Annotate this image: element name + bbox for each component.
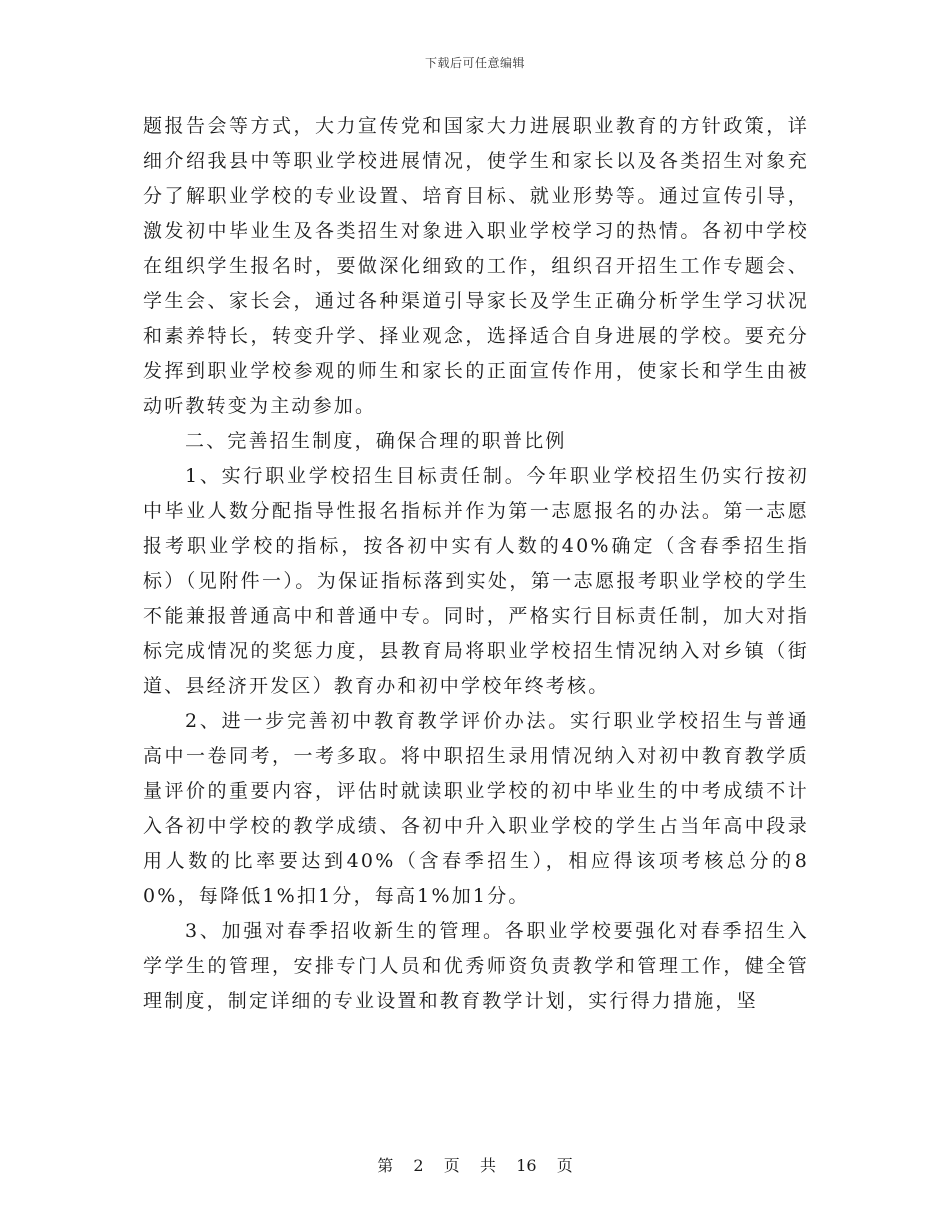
page-footer [0,1153,950,1176]
document-body [143,109,809,1019]
paragraph-item-2: 2、进一步完善初中教育教学评价办法。实行职业学校招生与普通高中一卷同考，一考多取。将中职招生录用情况纳入对初中教育教学质量评价的重要内容，评估时就读职业学校的初中毕业生的中考成绩不计入各初中学校的教学成绩、各初中升入职业学校的学生占当年高中段录用人数的比率要达到40%（含春季招生），相应得该项考核总分的80%，每降低1%扣1分，每高1%加1分。 [143,710,809,907]
paragraph-item-1: 1、实行职业学校招生目标责任制。今年职业学校招生仍实行按初中毕业人数分配指导性报名指标并作为第一志愿报名的办法。第一志愿报考职业学校的指标，按各初中实有人数的40%确定（含春季招生指标）（见附件一）。为保证指标落到实处，第一志愿报考职业学校的学生不能兼报普通高中和普通中专。同时，严格实行目标责任制，加大对指标完成情况的奖惩力度，县教育局将职业学校招生情况纳入对乡镇（街道、县经济开发区）教育办和初中学校年终考核。 [143,465,809,697]
page-number: 2 [413,1156,424,1175]
footer-prefix: 第 [377,1156,394,1175]
section-heading: 二、完善招生制度，确保合理的职普比例 [185,430,567,452]
paragraph-item-3: 3、加强对春季招收新生的管理。各职业学校要强化对春季招生入学学生的管理，安排专门人员和优秀师资负责教学和管理工作，健全管理制度，制定详细的专业设置和教育教学计划，实行得力措施，坚 [143,920,809,1012]
footer-total-prefix: 共 [480,1156,497,1175]
page-header: 下载后可任意编辑 [424,56,525,70]
footer-suffix: 页 [556,1156,573,1175]
total-pages: 16 [516,1156,537,1175]
footer-page-word: 页 [443,1156,460,1175]
paragraph-continuation: 题报告会等方式，大力宣传党和国家大力进展职业教育的方针政策，详细介绍我县中等职业学校进展情况，使学生和家长以及各类招生对象充分了解职业学校的专业设置、培育目标、就业形势等。通过宣传引导，激发初中毕业生及各类招生对象进入职业学校学习的热情。各初中学校在组织学生报名时，要做深化细致的工作，组织召开招生工作专题会、学生会、家长会，通过各种渠道引导家长及学生正确分析学生学习状况和素养特长，转变升学、择业观念，选择适合自身进展的学校。要充分发挥到职业学校参观的师生和家长的正面宣传作用，使家长和学生由被动听教转变为主动参加。 [143,115,809,417]
